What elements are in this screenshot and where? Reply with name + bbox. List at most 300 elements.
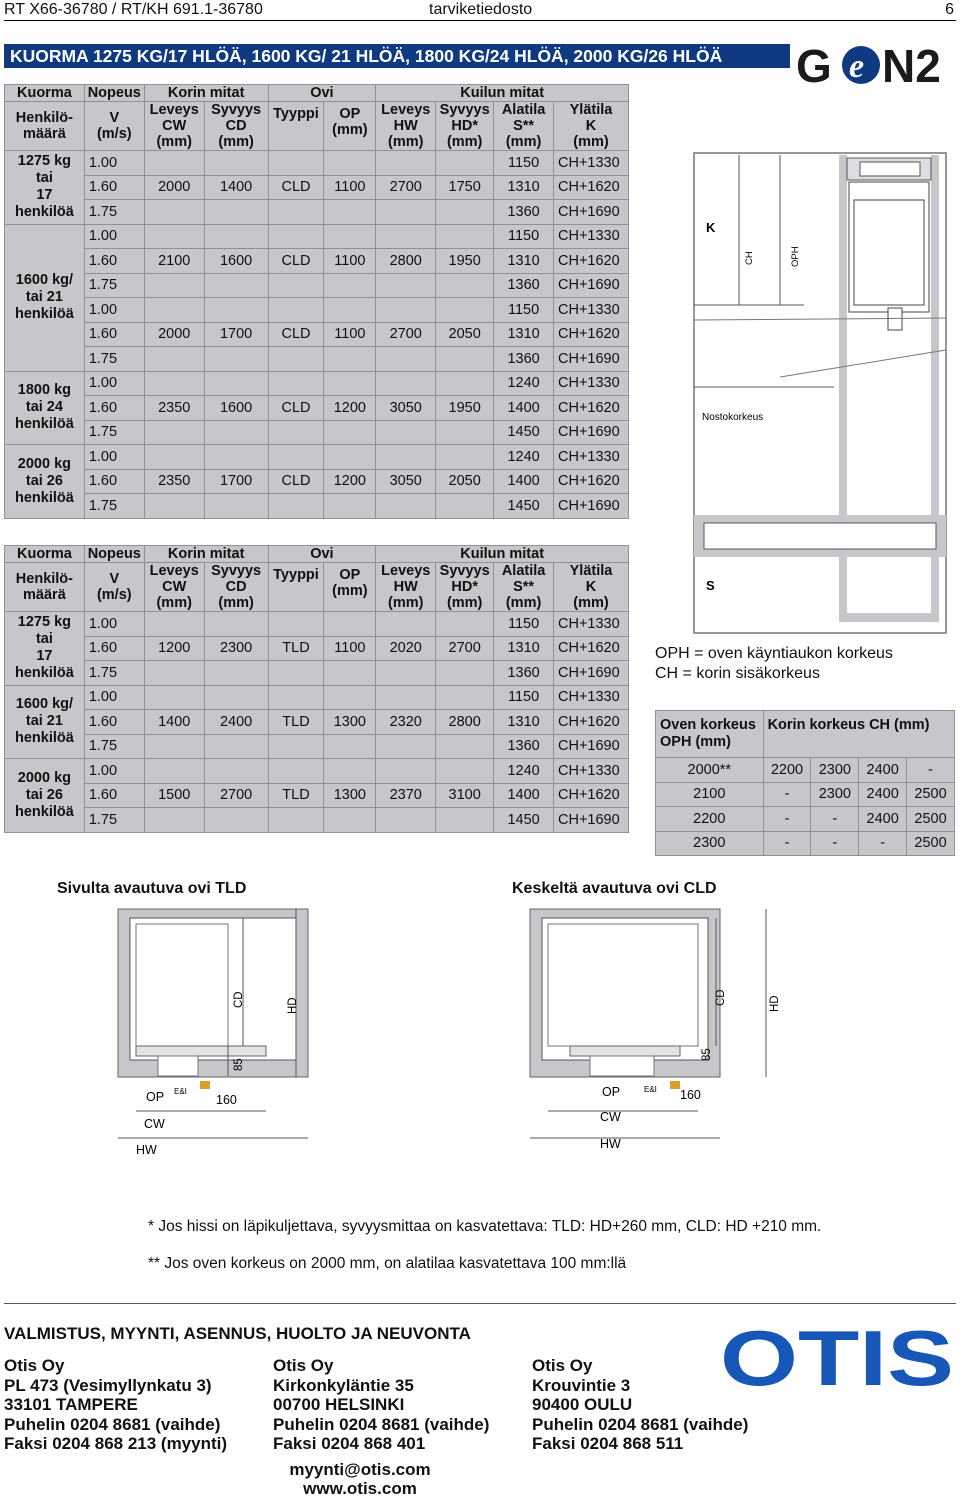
- tld-85-label: 85: [233, 1058, 245, 1071]
- header-rule: [4, 20, 956, 21]
- footer-title: VALMISTUS, MYYNTI, ASENNUS, HUOLTO JA NEUVONTA: [4, 1324, 471, 1343]
- pit-cell: 1360: [494, 200, 554, 225]
- type-cell: [268, 420, 324, 445]
- headroom-cell: CH+1690: [554, 808, 629, 833]
- hw-cell: [376, 494, 436, 519]
- pit-cell: 1240: [494, 759, 554, 784]
- head-hd: Syvyys HD* (mm): [436, 563, 494, 612]
- headroom-cell: CH+1330: [554, 224, 629, 249]
- type-cell: CLD: [268, 249, 324, 274]
- cw-cell: 1500: [144, 783, 204, 808]
- hw-cell: [376, 661, 436, 686]
- ch-cell: -: [763, 807, 811, 832]
- cld-160-label: 160: [680, 1088, 701, 1102]
- headroom-cell: CH+1620: [554, 396, 629, 421]
- cd-cell: [204, 371, 268, 396]
- pit-cell: 1310: [494, 249, 554, 274]
- cld-caption: Keskeltä avautuva ovi CLD: [512, 880, 717, 897]
- tld-dimension-table: [4, 545, 629, 833]
- cd-cell: 2400: [204, 710, 268, 735]
- office-tampere: Otis Oy PL 473 (Vesimyllynkatu 3) 33101 TAMPERE Puhelin 0204 8681 (vaihde) Faksi 0204 868 213 (myynti): [4, 1356, 228, 1453]
- op-cell: 1200: [324, 396, 376, 421]
- speed-cell: 1.75: [84, 347, 144, 372]
- head-k: Ylätila K (mm): [554, 102, 629, 151]
- table-row: [5, 685, 629, 710]
- table-row: [5, 322, 629, 347]
- head-hd: Syvyys HD* (mm): [436, 102, 494, 151]
- speed-cell: 1.00: [84, 151, 144, 176]
- head-hw: Leveys HW (mm): [376, 563, 436, 612]
- headroom-cell: CH+1690: [554, 734, 629, 759]
- table-row: [656, 758, 955, 783]
- headroom-cell: CH+1620: [554, 322, 629, 347]
- hd-cell: [436, 371, 494, 396]
- op-cell: [324, 298, 376, 323]
- head-cd: Syvyys CD (mm): [204, 563, 268, 612]
- type-cell: CLD: [268, 175, 324, 200]
- type-cell: [268, 298, 324, 323]
- head-tyyppi: Tyyppi: [268, 102, 324, 151]
- head-v: V (m/s): [84, 563, 144, 612]
- table-row: [5, 636, 629, 661]
- op-cell: [324, 661, 376, 686]
- gen2-logo: [796, 40, 958, 92]
- load-cell: 1600 kg/ tai 21 henkilöä: [5, 685, 85, 759]
- type-cell: [268, 612, 324, 637]
- cw-cell: 2000: [144, 322, 204, 347]
- cw-cell: 2000: [144, 175, 204, 200]
- head-s: Alatila S** (mm): [494, 563, 554, 612]
- hd-cell: [436, 661, 494, 686]
- type-cell: CLD: [268, 469, 324, 494]
- cw-cell: [144, 734, 204, 759]
- col-korin-mitat: Korin mitat: [144, 85, 268, 102]
- op-cell: 1100: [324, 175, 376, 200]
- op-cell: [324, 685, 376, 710]
- cw-cell: [144, 371, 204, 396]
- cw-cell: [144, 759, 204, 784]
- title-banner: KUORMA 1275 KG/17 HLÖÄ, 1600 KG/ 21 HLÖÄ, 1800 KG/24 HLÖÄ, 2000 KG/26 HLÖÄ: [4, 44, 790, 68]
- headroom-cell: CH+1330: [554, 759, 629, 784]
- hd-cell: [436, 494, 494, 519]
- table-row: [5, 494, 629, 519]
- speed-cell: 1.75: [84, 494, 144, 519]
- table-row: [656, 831, 955, 856]
- office-oulu: Otis Oy Krouvintie 3 90400 OULU Puhelin 0204 8681 (vaihde) Faksi 0204 868 511: [532, 1356, 749, 1453]
- cld-op-label: OP: [602, 1085, 621, 1099]
- type-cell: [268, 151, 324, 176]
- load-cell: 1275 kg tai 17 henkilöä: [5, 151, 85, 225]
- head-op: OP (mm): [324, 102, 376, 151]
- type-cell: [268, 808, 324, 833]
- ch-cell: 2500: [907, 782, 955, 807]
- headroom-cell: CH+1330: [554, 612, 629, 637]
- table-row: [5, 734, 629, 759]
- hd-cell: [436, 273, 494, 298]
- otis-logo: [718, 1314, 956, 1402]
- hd-cell: 1950: [436, 249, 494, 274]
- cd-cell: [204, 298, 268, 323]
- load-cell: 1800 kg tai 24 henkilöä: [5, 371, 85, 445]
- speed-cell: 1.00: [84, 759, 144, 784]
- hw-cell: [376, 685, 436, 710]
- table-row: [5, 175, 629, 200]
- head-v: V (m/s): [84, 102, 144, 151]
- tld-hd-label: HD: [287, 997, 299, 1014]
- op-cell: 1300: [324, 710, 376, 735]
- cd-cell: [204, 494, 268, 519]
- hw-cell: [376, 273, 436, 298]
- cw-cell: [144, 685, 204, 710]
- gen2-logo-n2: N2: [882, 40, 941, 92]
- pit-cell: 1450: [494, 420, 554, 445]
- pit-cell: 1360: [494, 661, 554, 686]
- hd-cell: 2700: [436, 636, 494, 661]
- hd-cell: [436, 151, 494, 176]
- head-cw: Leveys CW (mm): [144, 102, 204, 151]
- page-header: [4, 0, 956, 22]
- ch-label: CH: [744, 251, 755, 265]
- cw-cell: [144, 445, 204, 470]
- headroom-cell: CH+1620: [554, 636, 629, 661]
- op-cell: 1100: [324, 636, 376, 661]
- pit-cell: 1360: [494, 273, 554, 298]
- ch-cell: -: [859, 831, 907, 856]
- legend-oph: OPH = oven käyntiaukon korkeus: [655, 645, 893, 662]
- hw-cell: [376, 420, 436, 445]
- hd-cell: 2050: [436, 322, 494, 347]
- headroom-cell: CH+1330: [554, 298, 629, 323]
- speed-cell: 1.75: [84, 200, 144, 225]
- hw-cell: [376, 734, 436, 759]
- cw-cell: 2350: [144, 396, 204, 421]
- pit-cell: 1400: [494, 469, 554, 494]
- head-k: Ylätila K (mm): [554, 563, 629, 612]
- type-cell: TLD: [268, 636, 324, 661]
- abbreviation-legend: [655, 644, 893, 684]
- table-row: [5, 347, 629, 372]
- speed-cell: 1.00: [84, 685, 144, 710]
- head-tyyppi: Tyyppi: [268, 563, 324, 612]
- cld-ei-label: E&I: [644, 1085, 657, 1094]
- cw-cell: 2350: [144, 469, 204, 494]
- op-cell: [324, 371, 376, 396]
- speed-cell: 1.60: [84, 322, 144, 347]
- hw-cell: [376, 347, 436, 372]
- speed-cell: 1.75: [84, 808, 144, 833]
- table-row: [5, 808, 629, 833]
- speed-cell: 1.60: [84, 469, 144, 494]
- pit-cell: 1310: [494, 710, 554, 735]
- head-henkilomaara: Henkilö- määrä: [5, 563, 85, 612]
- door-height-table: [655, 710, 955, 856]
- cd-cell: 1600: [204, 396, 268, 421]
- table-row: [5, 200, 629, 225]
- gen2-logo-e: e: [849, 48, 865, 85]
- cw-cell: 1400: [144, 710, 204, 735]
- doc-code: RT X66-36780 / RT/KH 691.1-36780: [4, 1, 263, 18]
- hd-cell: [436, 200, 494, 225]
- cd-cell: [204, 685, 268, 710]
- speed-cell: 1.75: [84, 420, 144, 445]
- hw-cell: 2370: [376, 783, 436, 808]
- type-cell: [268, 445, 324, 470]
- cw-cell: [144, 224, 204, 249]
- cd-cell: [204, 200, 268, 225]
- head-cd: Syvyys CD (mm): [204, 102, 268, 151]
- speed-cell: 1.00: [84, 224, 144, 249]
- head-s: Alatila S** (mm): [494, 102, 554, 151]
- type-cell: [268, 685, 324, 710]
- hd-cell: [436, 224, 494, 249]
- headroom-cell: CH+1330: [554, 151, 629, 176]
- shaft-section-diagram: [684, 150, 956, 635]
- pit-cell: 1150: [494, 298, 554, 323]
- op-cell: 1200: [324, 469, 376, 494]
- cd-cell: [204, 808, 268, 833]
- hw-cell: 2020: [376, 636, 436, 661]
- pit-cell: 1400: [494, 783, 554, 808]
- k-label: K: [706, 220, 716, 235]
- cd-cell: 1700: [204, 322, 268, 347]
- tld-op-label: OP: [146, 1090, 165, 1104]
- footer-rule: [4, 1303, 956, 1304]
- table-row: [5, 224, 629, 249]
- headroom-cell: CH+1620: [554, 175, 629, 200]
- office-helsinki: Otis Oy Kirkonkyläntie 35 00700 HELSINKI Puhelin 0204 8681 (vaihde) Faksi 0204 868 401: [273, 1356, 490, 1453]
- type-cell: [268, 494, 324, 519]
- pit-cell: 1240: [494, 445, 554, 470]
- pit-cell: 1150: [494, 612, 554, 637]
- korin-korkeus-header: Korin korkeus CH (mm): [763, 711, 954, 758]
- cld-hd-label: HD: [769, 995, 781, 1012]
- hd-cell: 1950: [436, 396, 494, 421]
- pit-cell: 1310: [494, 175, 554, 200]
- hw-cell: [376, 445, 436, 470]
- otis-logo-text: OTIS: [720, 1314, 954, 1402]
- cw-cell: [144, 298, 204, 323]
- headroom-cell: CH+1620: [554, 469, 629, 494]
- col-kuorma: Kuorma: [5, 546, 85, 563]
- cd-cell: [204, 151, 268, 176]
- op-cell: [324, 200, 376, 225]
- hd-cell: [436, 759, 494, 784]
- tld-cd-label: CD: [233, 991, 245, 1008]
- hd-cell: 1750: [436, 175, 494, 200]
- type-cell: [268, 347, 324, 372]
- table-row: [5, 612, 629, 637]
- pit-cell: 1450: [494, 808, 554, 833]
- website-link[interactable]: www.otis.com: [303, 1479, 417, 1498]
- table-row: [5, 151, 629, 176]
- col-ovi: Ovi: [268, 85, 376, 102]
- oph-cell: 2300: [656, 831, 764, 856]
- headroom-cell: CH+1690: [554, 494, 629, 519]
- headroom-cell: CH+1690: [554, 347, 629, 372]
- type-cell: [268, 759, 324, 784]
- headroom-cell: CH+1330: [554, 685, 629, 710]
- pit-cell: 1150: [494, 151, 554, 176]
- pit-cell: 1310: [494, 322, 554, 347]
- email-link[interactable]: myynti@otis.com: [289, 1460, 431, 1479]
- headroom-cell: CH+1690: [554, 200, 629, 225]
- headroom-cell: CH+1690: [554, 420, 629, 445]
- head-hw: Leveys HW (mm): [376, 102, 436, 151]
- cd-cell: [204, 224, 268, 249]
- cd-cell: [204, 759, 268, 784]
- op-cell: [324, 151, 376, 176]
- type-cell: CLD: [268, 396, 324, 421]
- table-row: [5, 469, 629, 494]
- cw-cell: [144, 612, 204, 637]
- table-row: [5, 298, 629, 323]
- table-row: [5, 420, 629, 445]
- hd-cell: [436, 298, 494, 323]
- table-row: [5, 783, 629, 808]
- ch-cell: -: [763, 831, 811, 856]
- col-nopeus: Nopeus: [84, 546, 144, 563]
- note-2: ** Jos oven korkeus on 2000 mm, on alatilaa kasvatettava 100 mm:llä: [148, 1255, 627, 1272]
- cd-cell: 1700: [204, 469, 268, 494]
- hw-cell: 2700: [376, 322, 436, 347]
- op-cell: [324, 347, 376, 372]
- tld-hw-label: HW: [136, 1143, 157, 1157]
- ch-cell: 2400: [859, 782, 907, 807]
- hd-cell: 2800: [436, 710, 494, 735]
- ch-cell: 2400: [859, 758, 907, 783]
- hw-cell: [376, 371, 436, 396]
- headroom-cell: CH+1690: [554, 273, 629, 298]
- hd-cell: [436, 347, 494, 372]
- speed-cell: 1.75: [84, 661, 144, 686]
- pit-cell: 1150: [494, 685, 554, 710]
- cd-cell: [204, 420, 268, 445]
- load-cell: 1275 kg tai 17 henkilöä: [5, 612, 85, 686]
- ch-cell: 2500: [907, 807, 955, 832]
- hw-cell: 2700: [376, 175, 436, 200]
- op-cell: [324, 734, 376, 759]
- hw-cell: [376, 759, 436, 784]
- op-cell: 1100: [324, 322, 376, 347]
- pit-cell: 1240: [494, 371, 554, 396]
- cld-plan-drawing: [520, 906, 781, 1161]
- hw-cell: [376, 808, 436, 833]
- type-cell: TLD: [268, 783, 324, 808]
- cw-cell: [144, 151, 204, 176]
- ch-cell: 2400: [859, 807, 907, 832]
- hd-cell: [436, 420, 494, 445]
- ch-cell: -: [763, 782, 811, 807]
- speed-cell: 1.00: [84, 612, 144, 637]
- hd-cell: [436, 734, 494, 759]
- speed-cell: 1.60: [84, 783, 144, 808]
- col-kuorma: Kuorma: [5, 85, 85, 102]
- type-cell: [268, 200, 324, 225]
- hw-cell: 3050: [376, 396, 436, 421]
- type-cell: [268, 371, 324, 396]
- cw-cell: [144, 200, 204, 225]
- oph-cell: 2100: [656, 782, 764, 807]
- tld-160-label: 160: [216, 1093, 237, 1107]
- cd-cell: [204, 612, 268, 637]
- s-label: S: [706, 578, 715, 593]
- op-cell: [324, 224, 376, 249]
- headroom-cell: CH+1620: [554, 783, 629, 808]
- table-row: [5, 371, 629, 396]
- speed-cell: 1.60: [84, 249, 144, 274]
- pit-cell: 1360: [494, 347, 554, 372]
- type-cell: TLD: [268, 710, 324, 735]
- cw-cell: [144, 661, 204, 686]
- col-kuilun-mitat: Kuilun mitat: [376, 85, 629, 102]
- ch-cell: 2500: [907, 831, 955, 856]
- table-row: [5, 710, 629, 735]
- cw-cell: 1200: [144, 636, 204, 661]
- cd-cell: 1600: [204, 249, 268, 274]
- hw-cell: 2800: [376, 249, 436, 274]
- type-cell: [268, 734, 324, 759]
- speed-cell: 1.00: [84, 445, 144, 470]
- headroom-cell: CH+1330: [554, 371, 629, 396]
- op-cell: [324, 612, 376, 637]
- cld-cd-label: CD: [715, 989, 727, 1006]
- ch-cell: 2300: [811, 782, 859, 807]
- headroom-cell: CH+1690: [554, 661, 629, 686]
- head-henkilomaara: Henkilö- määrä: [5, 102, 85, 151]
- load-cell: 2000 kg tai 26 henkilöä: [5, 759, 85, 833]
- cd-cell: [204, 661, 268, 686]
- col-korin-mitat: Korin mitat: [144, 546, 268, 563]
- hw-cell: 2320: [376, 710, 436, 735]
- headroom-cell: CH+1620: [554, 710, 629, 735]
- table-row: [656, 782, 955, 807]
- speed-cell: 1.00: [84, 371, 144, 396]
- op-cell: 1300: [324, 783, 376, 808]
- cd-cell: 1400: [204, 175, 268, 200]
- cld-hw-label: HW: [600, 1137, 621, 1151]
- cw-cell: [144, 494, 204, 519]
- oph-cell: 2200: [656, 807, 764, 832]
- cld-85-label: 85: [701, 1048, 713, 1061]
- hd-cell: [436, 445, 494, 470]
- note-1: * Jos hissi on läpikuljettava, syvyysmittaa on kasvatettava: TLD: HD+260 mm, CLD: HD +210 mm.: [148, 1218, 822, 1235]
- oph-label: OPH: [790, 246, 801, 267]
- col-ovi: Ovi: [268, 546, 376, 563]
- table-row: [5, 759, 629, 784]
- speed-cell: 1.75: [84, 273, 144, 298]
- table-row: [5, 661, 629, 686]
- cw-cell: [144, 347, 204, 372]
- ch-cell: 2300: [811, 758, 859, 783]
- pit-cell: 1150: [494, 224, 554, 249]
- tld-cw-label: CW: [144, 1117, 165, 1131]
- speed-cell: 1.60: [84, 710, 144, 735]
- hd-cell: [436, 685, 494, 710]
- pit-cell: 1360: [494, 734, 554, 759]
- cd-cell: [204, 347, 268, 372]
- table-row: [656, 807, 955, 832]
- table-row: [5, 273, 629, 298]
- table-row: [5, 249, 629, 274]
- type-cell: [268, 661, 324, 686]
- nostokorkeus-label: Nostokorkeus: [702, 412, 764, 423]
- cw-cell: 2100: [144, 249, 204, 274]
- speed-cell: 1.60: [84, 636, 144, 661]
- cd-cell: [204, 273, 268, 298]
- hw-cell: [376, 298, 436, 323]
- head-op: OP (mm): [324, 563, 376, 612]
- hd-cell: [436, 808, 494, 833]
